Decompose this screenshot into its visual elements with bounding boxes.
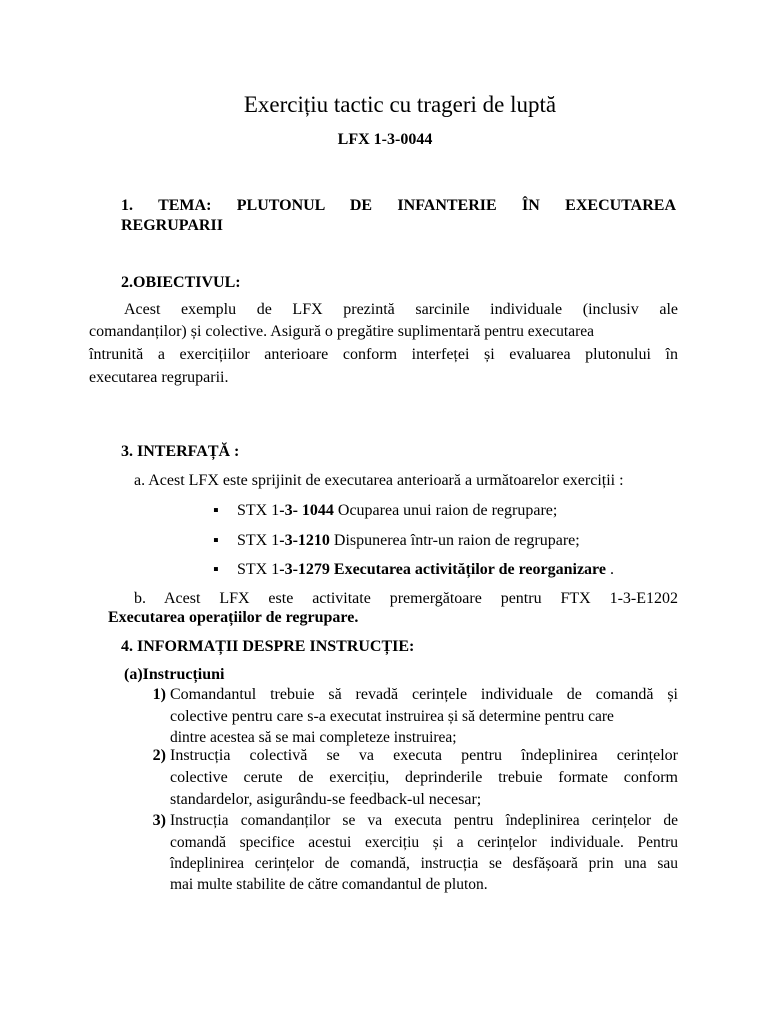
bullet-prefix: STX 1 xyxy=(237,532,280,549)
item1-line2-a: colective pentru care s-a xyxy=(170,708,330,725)
bullet-prefix: STX 1 xyxy=(237,502,280,519)
item3-line3: îndeplinirea cerințelor de comandă, instrucția se desfășoară prin una sau xyxy=(170,855,678,872)
document-title: Exercițiu tactic cu trageri de luptă xyxy=(243,92,557,117)
item1-line2-b: executat instruirea și să determine pentru care xyxy=(329,708,614,725)
item2-line2: colective cerute de exercițiu, deprinderile trebuie formate conform xyxy=(170,769,678,786)
item2-line1: Instrucția colectivă se va executa pentru îndeplinirea cerințelor xyxy=(170,747,678,764)
bullet-code: -3- 1044 xyxy=(279,502,334,519)
item3-line4: mai multe stabilite de către comandantul de pluton. xyxy=(170,876,488,893)
subsection-a-heading: Instrucțiuni xyxy=(142,666,225,683)
exercise-code: LFX 1-3-0044 xyxy=(337,131,433,148)
item3-line2: comandă specifice acestui exercițiu și a cerințelor individuale. Pentru xyxy=(170,834,678,851)
subsection-a xyxy=(124,666,224,684)
section2-paragraph-line2-a: comandanților) și colective. Asigură o pregătire suplimentară xyxy=(89,323,481,340)
item-number: 2) xyxy=(152,747,166,764)
section1-heading-line2: REGRUPARII xyxy=(121,217,223,234)
bullet-text: . xyxy=(605,561,614,578)
item1-line3: dintre acestea să se mai completeze instruirea; xyxy=(170,729,457,746)
section3-b-line1: b. Acest LFX este activitate premergătoare pentru FTX 1-3-E1202 xyxy=(134,590,678,607)
bullet-square-icon: ▪ xyxy=(213,561,219,578)
section3-a-text: . Acest LFX este sprijinit de executarea anterioară a următoarelor exerciții : xyxy=(141,472,624,489)
bullet-code: -3-1210 xyxy=(279,532,330,549)
section3-a-line xyxy=(134,472,624,490)
section2-paragraph-line3: întrunită a exercițiilor anterioare conform interfeței și evaluarea plutonului în xyxy=(89,346,678,363)
list-item xyxy=(213,561,614,579)
list-item xyxy=(213,502,557,520)
section3-b-line2: Executarea operațiilor de regrupare. xyxy=(108,609,359,626)
list-item xyxy=(213,532,580,550)
section2-paragraph-line2-b: pentru executarea xyxy=(480,323,595,340)
bullet-square-icon: ▪ xyxy=(213,532,219,549)
item1-line1: Comandantul trebuie să revadă cerințele individuale de comandă și xyxy=(170,686,678,703)
section4-heading: 4. INFORMAȚII DESPRE INSTRUCȚIE: xyxy=(121,638,415,655)
section2-paragraph-line2 xyxy=(89,323,594,341)
bullet-prefix: STX 1 xyxy=(237,561,280,578)
item3-line1: Instrucția comandanților se va executa pentru îndeplinirea cerințelor de xyxy=(170,812,678,829)
section2-paragraph-line4: executarea regruparii. xyxy=(89,369,229,386)
item-number: 1) xyxy=(152,686,166,703)
item1-line2 xyxy=(170,708,614,726)
section3-a-label: a xyxy=(134,472,142,489)
bullet-code: -3-1279 Executarea activităților de reorganizare xyxy=(279,561,606,578)
section1-heading-line1: 1. TEMA: PLUTONUL DE INFANTERIE ÎN EXECUTAREA xyxy=(121,197,676,214)
section2-paragraph-line1: Acest exemplu de LFX prezintă sarcinile individuale (inclusiv ale xyxy=(124,301,678,318)
item-number: 3) xyxy=(152,812,166,829)
bullet-text: Dispunerea într-un raion de regrupare; xyxy=(329,532,580,549)
subsection-a-label: (a) xyxy=(124,666,143,683)
bullet-text: Ocuparea unui raion de regrupare; xyxy=(333,502,558,519)
section2-heading: 2.OBIECTIVUL: xyxy=(121,274,241,291)
section3-heading: 3. INTERFAȚĂ : xyxy=(121,443,240,460)
bullet-square-icon: ▪ xyxy=(213,502,219,519)
item2-line3: standardelor, asigurându-se feedback-ul necesar; xyxy=(170,791,482,808)
